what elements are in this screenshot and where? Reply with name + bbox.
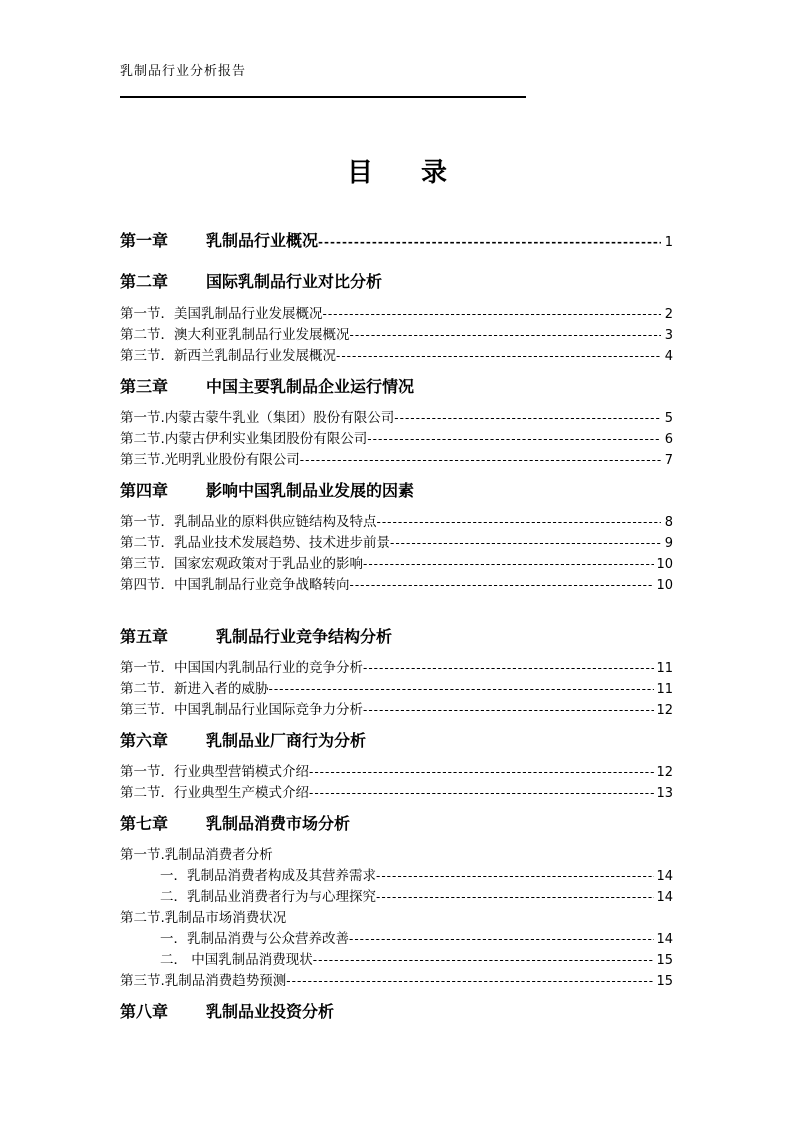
toc-chapter-5[interactable] — [120, 624, 673, 647]
chapter-number: 第三章 — [120, 377, 169, 396]
section-label: 二．乳制品业消费者行为与心理探究 — [160, 889, 376, 905]
leader-dots — [363, 661, 654, 675]
toc-section[interactable] — [120, 781, 673, 801]
chapter-title: 影响中国乳制品业发展的因素 — [206, 481, 415, 500]
section-label: 第三节.乳制品消费趋势预测 — [120, 973, 287, 989]
leader-dots — [350, 578, 655, 592]
leader-dots — [318, 235, 661, 249]
toc-subsection[interactable] — [120, 885, 673, 905]
chapter-title: 乳制品行业概况 — [206, 231, 319, 250]
page-number: 2 — [664, 307, 673, 322]
toc-subsection[interactable] — [120, 864, 673, 884]
leader-dots — [300, 453, 661, 467]
leader-dots — [286, 974, 654, 988]
leader-dots — [336, 349, 661, 363]
chapter-number: 第二章 — [120, 272, 169, 291]
page-number: 4 — [664, 349, 673, 364]
page-number: 11 — [656, 682, 673, 697]
chapter-title: 乳制品业投资分析 — [206, 1002, 335, 1021]
toc-section[interactable] — [120, 552, 673, 572]
section-label: 第二节.内蒙古伊利实业集团股份有限公司 — [120, 431, 368, 447]
page-number: 1 — [664, 235, 673, 250]
toc-section[interactable] — [120, 843, 673, 863]
page-number: 15 — [656, 953, 673, 968]
chapter-number: 第一章 — [120, 231, 169, 250]
toc-section[interactable] — [120, 760, 673, 780]
toc-section[interactable] — [120, 427, 673, 447]
leader-dots — [390, 536, 661, 550]
page-number: 6 — [664, 432, 673, 447]
chapter-number: 第五章 — [120, 627, 169, 646]
toc-chapter-4[interactable] — [120, 478, 673, 501]
toc-section[interactable] — [120, 573, 673, 593]
toc-section[interactable] — [120, 656, 673, 676]
page-number: 11 — [656, 661, 673, 676]
toc-chapter-2[interactable] — [120, 269, 673, 292]
page-number: 12 — [656, 703, 673, 718]
title-char-1: 目 — [346, 158, 373, 188]
leader-dots — [363, 703, 654, 717]
page-number: 9 — [664, 536, 673, 551]
section-label: 第三节.光明乳业股份有限公司 — [120, 452, 300, 468]
section-label: 第四节．中国乳制品行业竞争战略转向 — [120, 577, 350, 593]
leader-dots — [363, 557, 654, 571]
toc-chapter-8[interactable] — [120, 999, 673, 1022]
toc-section[interactable] — [120, 406, 673, 426]
page-number: 8 — [664, 515, 673, 530]
leader-dots — [309, 786, 654, 800]
leader-dots — [394, 411, 661, 425]
leader-dots — [313, 953, 655, 967]
page-number: 10 — [656, 557, 673, 572]
chapter-title: 乳制品业厂商行为分析 — [206, 731, 367, 750]
toc-section[interactable] — [120, 302, 673, 322]
chapter-number: 第四章 — [120, 481, 169, 500]
toc-subsection[interactable] — [120, 927, 673, 947]
chapter-number: 第八章 — [120, 1002, 169, 1021]
chapter-title: 中国主要乳制品企业运行情况 — [206, 377, 415, 396]
toc-section[interactable] — [120, 677, 673, 697]
leader-dots — [323, 307, 662, 321]
toc-subsection[interactable] — [120, 948, 673, 968]
page-number: 14 — [656, 932, 673, 947]
page-number: 10 — [656, 578, 673, 593]
section-label: 一．乳制品消费者构成及其营养需求 — [160, 868, 376, 884]
section-label: 第一节．美国乳制品行业发展概况 — [120, 306, 323, 322]
section-label: 第一节．中国国内乳制品行业的竞争分析 — [120, 660, 363, 676]
section-label: 第一节.乳制品消费者分析 — [120, 847, 273, 863]
section-label: 二． 中国乳制品消费现状 — [160, 952, 313, 968]
section-label: 第二节．新进入者的威胁 — [120, 681, 269, 697]
section-label: 第一节．行业典型营销模式介绍 — [120, 764, 309, 780]
toc-chapter-6[interactable] — [120, 728, 673, 751]
page-number: 5 — [664, 411, 673, 426]
page-number: 13 — [656, 786, 673, 801]
leader-dots — [367, 432, 661, 446]
section-label: 第一节．乳制品业的原料供应链结构及特点 — [120, 514, 377, 530]
header-rule — [120, 96, 526, 98]
chapter-title: 乳制品行业竞争结构分析 — [216, 627, 393, 646]
leader-dots — [377, 515, 662, 529]
leader-dots — [269, 682, 655, 696]
section-label: 第二节．澳大利亚乳制品行业发展概况 — [120, 327, 350, 343]
toc-section[interactable] — [120, 531, 673, 551]
page-number: 3 — [664, 328, 673, 343]
toc-section[interactable] — [120, 344, 673, 364]
section-label: 第三节．新西兰乳制品行业发展概况 — [120, 348, 336, 364]
section-label: 第二节．乳品业技术发展趋势、技术进步前景 — [120, 535, 390, 551]
toc-section[interactable] — [120, 323, 673, 343]
toc-section[interactable] — [120, 448, 673, 468]
toc-section[interactable] — [120, 698, 673, 718]
chapter-title: 国际乳制品行业对比分析 — [206, 272, 383, 291]
toc-section[interactable] — [120, 969, 673, 989]
page-number: 15 — [656, 974, 673, 989]
running-header: 乳制品行业分析报告 — [120, 64, 247, 79]
chapter-number: 第六章 — [120, 731, 169, 750]
leader-dots — [376, 869, 654, 883]
toc-chapter-7[interactable] — [120, 811, 673, 834]
section-label: 第三节．中国乳制品行业国际竞争力分析 — [120, 702, 363, 718]
section-label: 第一节.内蒙古蒙牛乳业（集团）股份有限公司 — [120, 410, 395, 426]
chapter-number: 第七章 — [120, 814, 169, 833]
page-number: 14 — [656, 869, 673, 884]
chapter-title: 乳制品消费市场分析 — [206, 814, 351, 833]
leader-dots — [349, 932, 654, 946]
section-label: 第三节．国家宏观政策对于乳品业的影响 — [120, 556, 363, 572]
leader-dots — [350, 328, 662, 342]
toc-section[interactable] — [120, 510, 673, 530]
section-label: 第二节．行业典型生产模式介绍 — [120, 785, 309, 801]
section-label: 第二节.乳制品市场消费状况 — [120, 910, 287, 926]
page-number: 14 — [656, 890, 673, 905]
page-number: 7 — [664, 453, 673, 468]
toc-section[interactable] — [120, 906, 673, 926]
toc-chapter-1[interactable] — [120, 228, 673, 251]
page-title — [0, 152, 794, 189]
page-number: 12 — [656, 765, 673, 780]
title-char-2: 录 — [421, 158, 448, 188]
toc-chapter-3[interactable] — [120, 374, 673, 397]
leader-dots — [309, 765, 654, 779]
section-label: 一．乳制品消费与公众营养改善 — [160, 931, 349, 947]
leader-dots — [376, 890, 654, 904]
